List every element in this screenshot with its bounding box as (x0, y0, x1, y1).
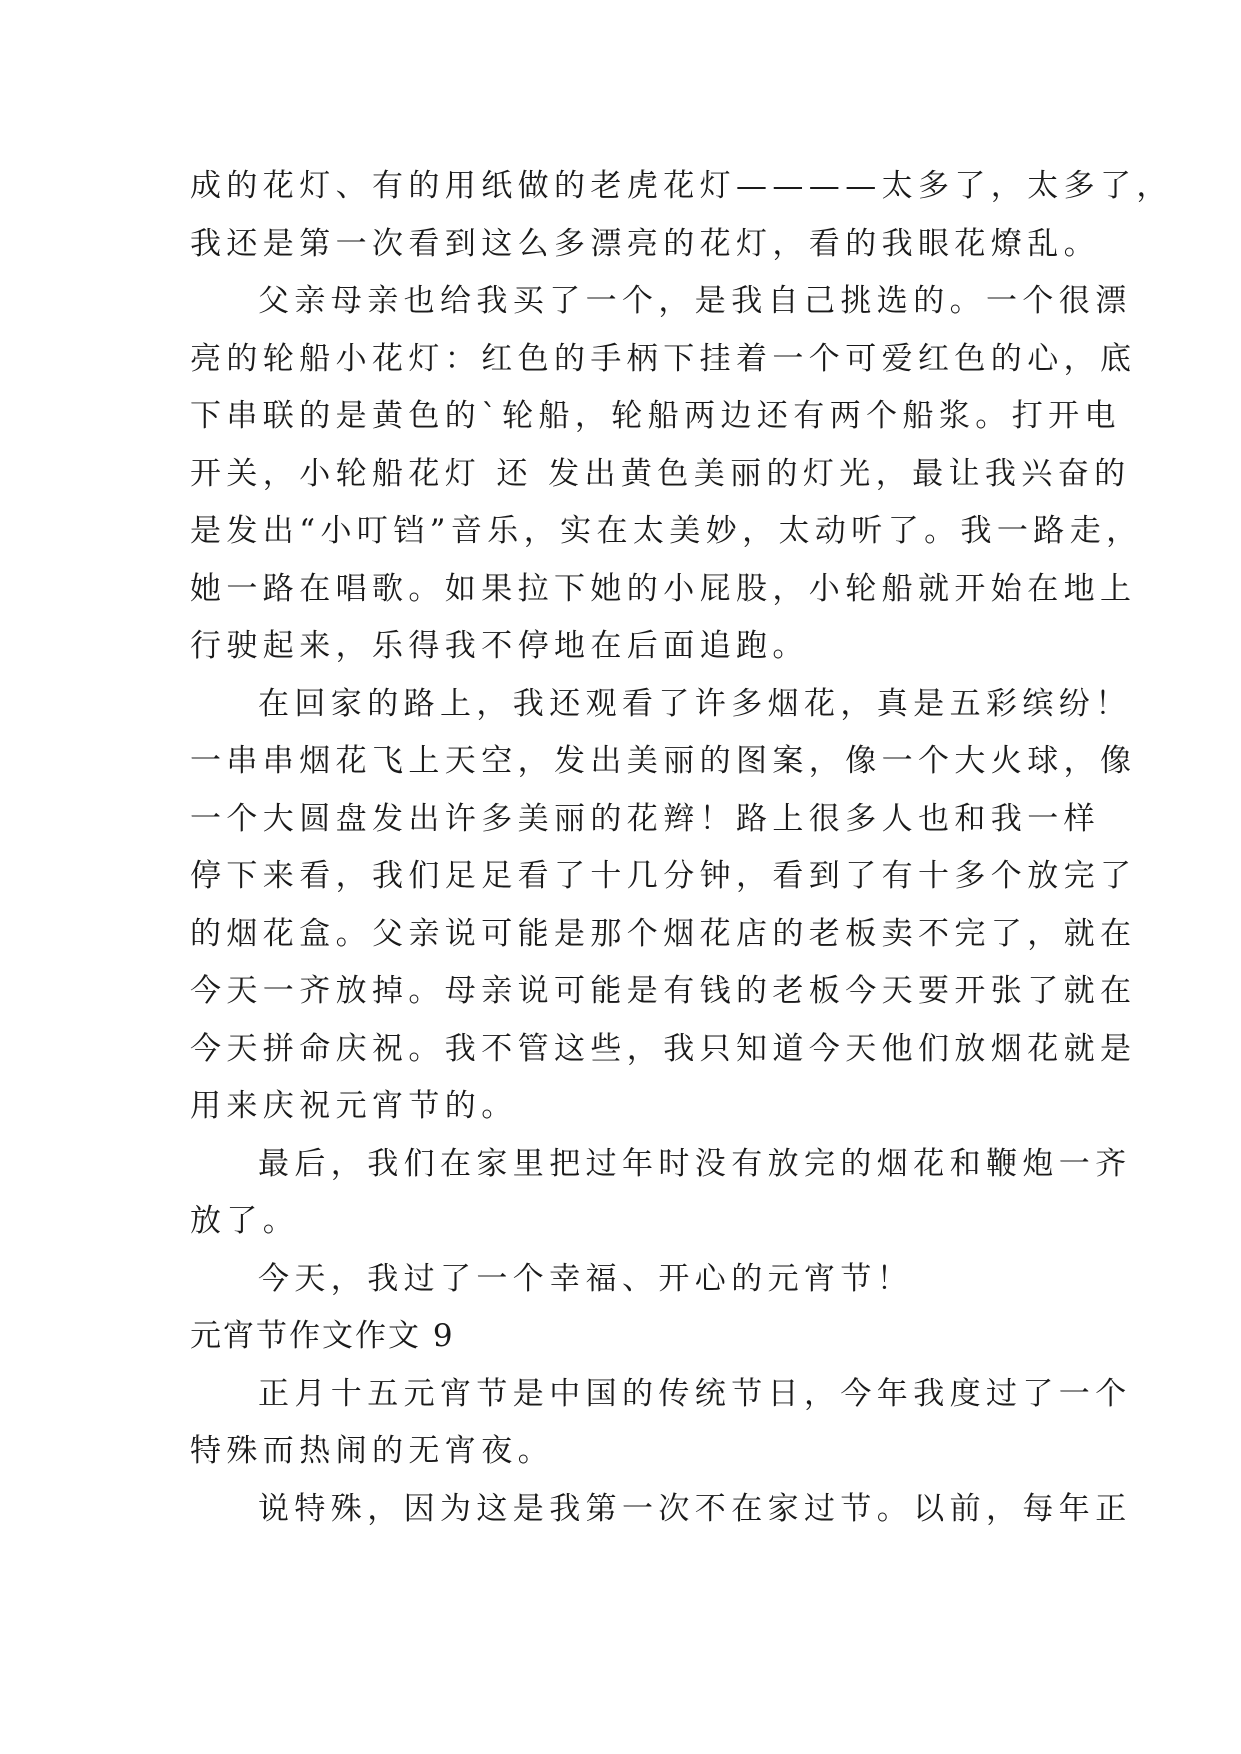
text-line: 特殊而热闹的无宵夜。 (190, 1433, 554, 1469)
text-line: 今天一齐放掉。母亲说可能是有钱的老板今天要开张了就在 (190, 973, 1137, 1009)
section-title: 元宵节作文作文 9 (190, 1318, 455, 1354)
text-line: 下串联的是黄色的`轮船，轮船两边还有两个船浆。打开电 (190, 398, 1121, 434)
paragraph-start-line: 今天，我过了一个幸福、开心的元宵节！ (258, 1260, 914, 1297)
paragraph-start-line: 父亲母亲也给我买了一个，是我自己挑选的。一个很漂 (258, 283, 1132, 319)
text-line: 我还是第一次看到这么多漂亮的花灯，看的我眼花燎乱。 (190, 225, 1100, 262)
text-line: 放了。 (190, 1203, 300, 1239)
text-line: 行驶起来，乐得我不停地在后面追跑。 (190, 628, 809, 664)
text-line: 开关，小轮船花灯 还 发出黄色美丽的灯光，最让我兴奋的 (190, 455, 1131, 492)
paragraph-start-line: 最后，我们在家里把过年时没有放完的烟花和鞭炮一齐 (258, 1145, 1132, 1182)
text-line: 一串串烟花飞上天空，发出美丽的图案，像一个大火球，像 (190, 743, 1137, 779)
text-line: 是发出“小叮铛”音乐，实在太美妙，太动听了。我一路走， (190, 513, 1143, 549)
paragraph-start-line: 正月十五元宵节是中国的传统节日，今年我度过了一个 (258, 1375, 1132, 1412)
text-line: 她一路在唱歌。如果拉下她的小屁股，小轮船就开始在地上 (190, 570, 1137, 607)
text-line: 停下来看，我们足足看了十几分钟，看到了有十多个放完了 (190, 858, 1137, 894)
text-line: 今天拼命庆祝。我不管这些，我只知道今天他们放烟花就是 (190, 1030, 1137, 1067)
document-body (190, 158, 1173, 1538)
text-line: 的烟花盒。父亲说可能是那个烟花店的老板卖不完了，就在 (190, 915, 1137, 952)
paragraph-start-line: 说特殊，因为这是我第一次不在家过节。以前，每年正 (258, 1490, 1132, 1527)
text-line: 成的花灯、有的用纸做的老虎花灯————太多了，太多了， (190, 168, 1173, 204)
text-line: 亮的轮船小花灯：红色的手柄下挂着一个可爱红色的心，底 (190, 340, 1137, 377)
paragraph-start-line: 在回家的路上，我还观看了许多烟花，真是五彩缤纷！ (258, 685, 1132, 722)
text-line: 一个大圆盘发出许多美丽的花辫！路上很多人也和我一样 (190, 800, 1100, 837)
text-line: 用来庆祝元宵节的。 (190, 1088, 518, 1124)
